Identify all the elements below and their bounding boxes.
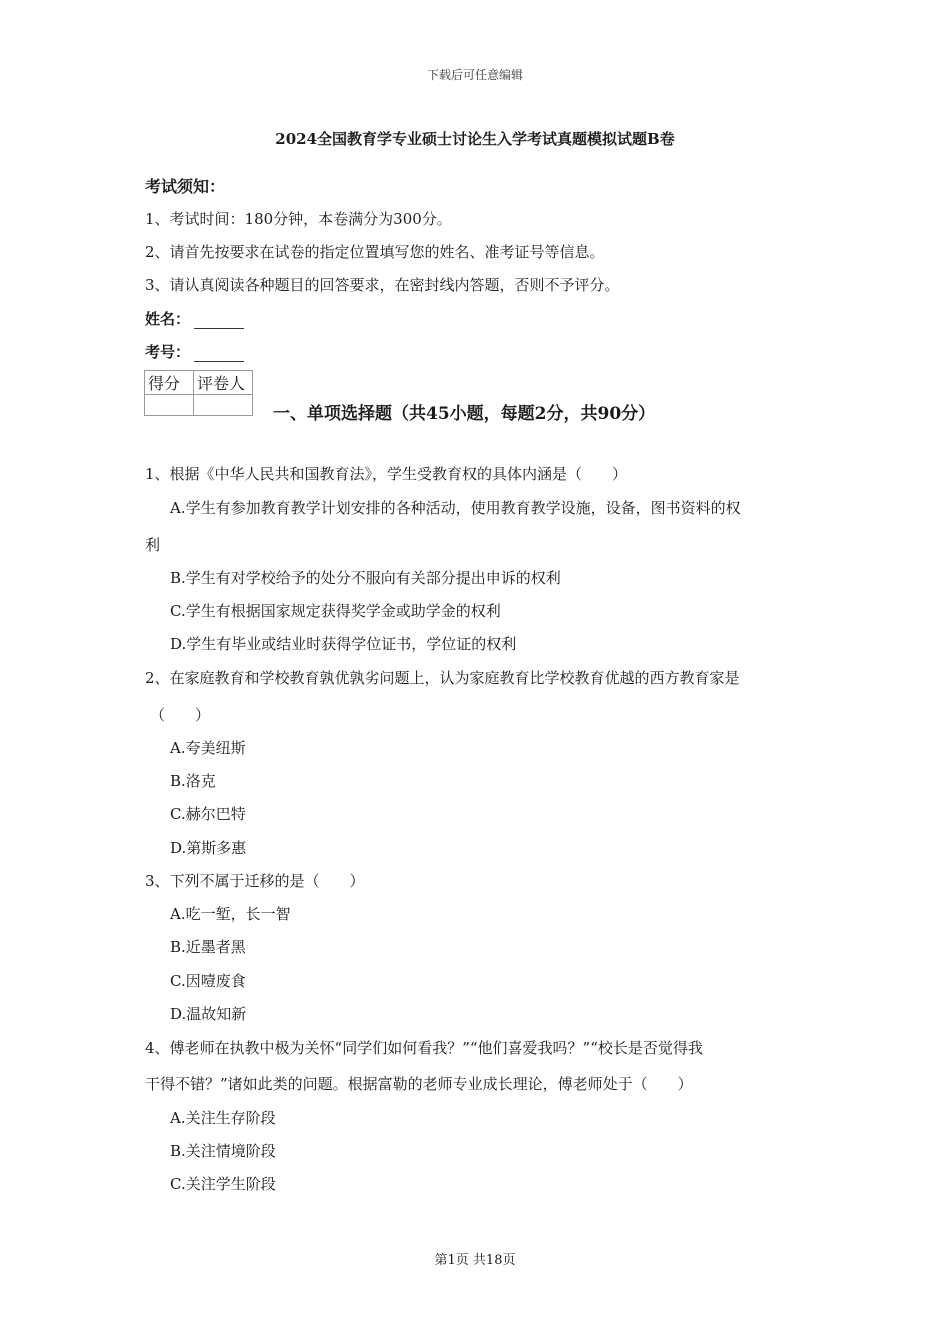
question-option-wrap: 利: [145, 536, 161, 554]
question-option: A.学生有参加教育教学计划安排的各种活动，使用教育教学设施，设备，图书资料的权: [170, 499, 741, 517]
notice-item: 2、请首先按要求在试卷的指定位置填写您的姓名、准考证号等信息。: [145, 243, 605, 261]
question-stem: 3、下列不属于迁移的是（ ）: [145, 872, 365, 890]
score-table: [144, 370, 253, 416]
header-note: 下载后可任意编辑: [426, 68, 523, 82]
question-option: C.因噎废食: [170, 972, 246, 990]
question-option: D.学生有毕业或结业时获得学位证书，学位证的权利: [170, 635, 517, 653]
question-option: B.近墨者黑: [170, 938, 246, 956]
question-option: B.学生有对学校给予的处分不服向有关部分提出申诉的权利: [170, 569, 561, 587]
score-cell[interactable]: [145, 395, 194, 416]
question-stem: 4、傅老师在执教中极为关怀“同学们如何看我？”“他们喜爱我吗？”“校长是否觉得我: [145, 1039, 703, 1057]
question-option: A.关注生存阶段: [170, 1109, 276, 1127]
grader-cell[interactable]: [194, 395, 253, 416]
notice-heading: 考试须知：: [145, 177, 226, 196]
question-option: B.洛克: [170, 772, 216, 790]
id-blank[interactable]: [194, 347, 244, 362]
question-option: C.关注学生阶段: [170, 1175, 276, 1193]
question-option: D.温故知新: [170, 1005, 247, 1023]
question-option: A.夸美纽斯: [170, 739, 246, 757]
page-footer: 第1页 共18页: [434, 1253, 516, 1268]
question-option: C.赫尔巴特: [170, 805, 246, 823]
id-field: [145, 341, 244, 362]
name-field: [145, 308, 244, 329]
grader-header: 评卷人: [194, 371, 253, 395]
question-stem: 1、根据《中华人民共和国教育法》，学生受教育权的具体内涵是（ ）: [145, 465, 628, 483]
question-option: B.关注情境阶段: [170, 1142, 276, 1160]
score-header: 得分: [145, 371, 194, 395]
document-title: 2024全国教育学专业硕士讨论生入学考试真题模拟试题B卷: [275, 130, 675, 148]
name-blank[interactable]: [194, 314, 244, 329]
question-stem: 干得不错？”诸如此类的问题。根据富勒的老师专业成长理论，傅老师处于（ ）: [145, 1075, 693, 1093]
question-stem: 2、在家庭教育和学校教育孰优孰劣问题上，认为家庭教育比学校教育优越的西方教育家是: [145, 669, 740, 687]
question-option: D.第斯多惠: [170, 839, 247, 857]
question-option: C.学生有根据国家规定获得奖学金或助学金的权利: [170, 602, 501, 620]
id-label: 考号：: [145, 343, 191, 361]
section-title: 一、单项选择题（共45小题，每题2分，共90分）: [273, 404, 656, 424]
question-option: A.吃一堑，长一智: [170, 905, 291, 923]
question-stem: （ ）: [150, 706, 211, 724]
notice-item: 3、请认真阅读各种题目的回答要求，在密封线内答题，否则不予评分。: [145, 276, 620, 294]
notice-item: 1、考试时间：180分钟，本卷满分为300分。: [145, 210, 452, 228]
name-label: 姓名：: [145, 310, 191, 328]
